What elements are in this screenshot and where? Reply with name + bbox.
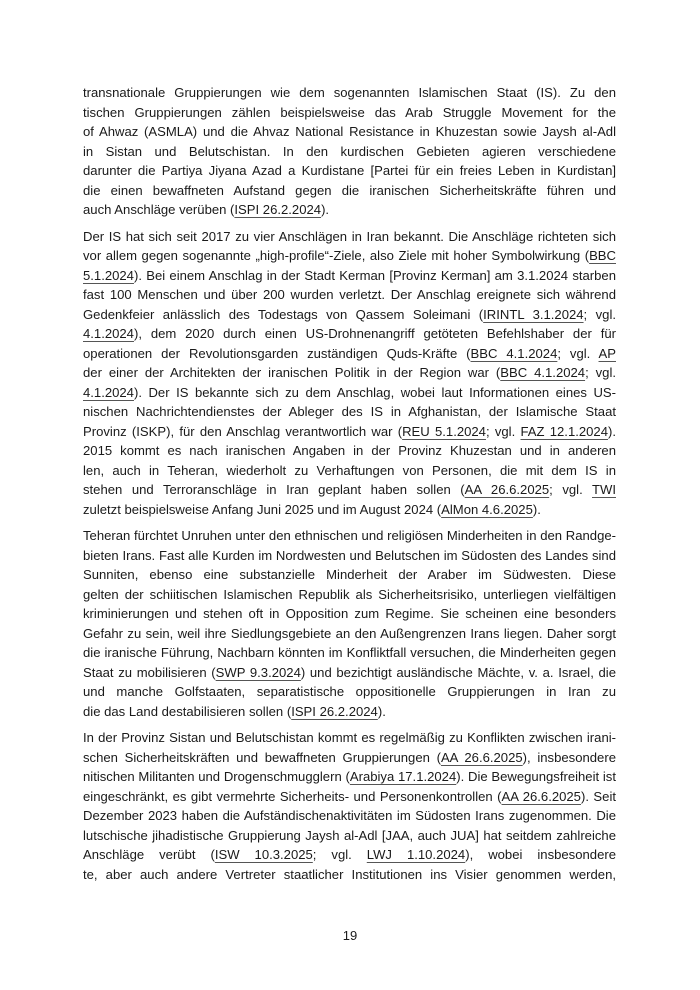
source-citation-link[interactable]: LWJ 1.10.2024 (366, 847, 466, 862)
body-text: of Ahwaz (ASMLA) und die Ahvaz National Resistance in Khuzestan sowie Jaysh al-Adl (83, 124, 616, 139)
body-text: ; vgl. (485, 423, 521, 439)
paragraph (83, 83, 616, 220)
text-line (83, 266, 616, 286)
text-line (83, 845, 616, 865)
body-text: ) und bezichtigt ausländische Mächte, v. a. Israel, die (300, 664, 616, 680)
body-text: nitischen Militanten und Drogenschmugglern ( (83, 769, 350, 784)
source-citation-link[interactable]: AA 26.6.2025 (464, 482, 550, 497)
text-line (83, 748, 616, 768)
body-text: Sunniten, ebenso eine substanzielle Minderheit der Araber im Südwesten. Diese (83, 567, 616, 582)
text-line (83, 441, 616, 461)
source-citation-link[interactable]: TWI (592, 482, 616, 497)
body-text: zuletzt beispielsweise Anfang Juni 2025 und im August 2024 ( (83, 501, 442, 517)
text-line (83, 461, 616, 481)
body-text: eingeschränkt, es gibt vermehrte Sicherheits- und Personenkontrollen ( (83, 788, 502, 804)
body-text: ). Seit (580, 788, 616, 804)
text-line (83, 142, 616, 162)
source-citation-link[interactable]: BBC 4.1.2024 (470, 345, 558, 361)
text-line (83, 103, 616, 123)
source-citation-link[interactable]: IRINTL 3.1.2024 (483, 306, 584, 322)
source-citation-link[interactable]: AA 26.6.2025 (501, 788, 581, 804)
text-line (83, 480, 616, 500)
page-number: 19 (342, 928, 358, 943)
text-line (83, 787, 616, 807)
source-citation-link[interactable]: BBC 4.1.2024 (500, 365, 586, 380)
body-text: die iranische Führung, Nachbarn könnten im Konfliktfall versuchen, die Minderheiten gegen (83, 645, 616, 660)
body-text: der einer der Architekten der iranischen Politik in der Region war ( (83, 365, 501, 380)
body-text: ), dem 2020 durch einen US-Drohnenangriff getöteten Befehlshaber der für (133, 326, 616, 341)
source-citation-link[interactable]: ISPI 26.2.2024 (234, 202, 322, 217)
text-line (83, 526, 616, 546)
body-text: Der IS hat sich seit 2017 zu vier Anschlägen in Iran bekannt. Die Anschläge richteten sich (83, 228, 616, 244)
source-citation-link[interactable]: 4.1.2024 (83, 384, 134, 400)
source-citation-link[interactable]: FAZ 12.1.2024 (520, 423, 608, 439)
body-text: lutschische jihadistische Gruppierung Jaysh al-Adl [JAA, auch JUA] hat seitdem zahlreiche (83, 827, 616, 843)
body-text: stehen und Terroranschläge in Iran geplant haben sollen ( (83, 482, 465, 497)
source-citation-link[interactable]: Arabiya 17.1.2024 (349, 769, 457, 784)
text-line (83, 305, 616, 325)
body-text: ; vgl. (312, 847, 367, 862)
body-text: auch Anschläge verüben ( (83, 202, 235, 217)
source-citation-link[interactable]: ISW 10.3.2025 (214, 847, 313, 862)
text-line (83, 806, 616, 826)
body-text: und manche Golfstaaten, separatistische oppositionelle Gruppierungen in Iran zu (83, 684, 616, 699)
text-line (83, 227, 616, 247)
body-text: ), wobei insbesondere (465, 847, 616, 862)
body-text: ). (532, 501, 541, 517)
text-line (83, 624, 616, 644)
text-line (83, 422, 616, 442)
body-text: tischen Gruppierungen zählen beispielsweise das Arab Struggle Movement for the (83, 104, 616, 120)
text-line (83, 122, 616, 142)
source-citation-link[interactable]: REU 5.1.2024 (402, 423, 486, 439)
text-line (83, 663, 616, 683)
body-text: ). (377, 703, 386, 719)
source-citation-link[interactable]: BBC (589, 248, 616, 263)
body-text: In der Provinz Sistan und Belutschistan kommt es regelmäßig zu Konflikten zwischen irani- (83, 730, 616, 745)
text-line (83, 200, 616, 220)
body-text: Anschläge verübt ( (83, 847, 215, 862)
source-citation-link[interactable]: AP (598, 345, 616, 361)
body-text: ; vgl. (557, 345, 599, 361)
text-line (83, 565, 616, 585)
text-line (83, 402, 616, 422)
text-line (83, 383, 616, 403)
body-text: ). (321, 202, 330, 217)
body-text: darunter die Partiya Jiyana Azad a Kurdistane [Partei für ein freies Leben in Kurdistan] (83, 163, 616, 178)
source-citation-link[interactable]: ISPI 26.2.2024 (291, 703, 378, 719)
paragraph (83, 728, 616, 884)
text-line (83, 285, 616, 305)
text-line (83, 643, 616, 663)
source-citation-link[interactable]: AlMon 4.6.2025 (441, 501, 533, 517)
body-text: schen Sicherheitskräften und bewaffneten Gruppierungen ( (83, 749, 441, 765)
source-citation-link[interactable]: AA 26.6.2025 (440, 749, 523, 765)
text-line (83, 682, 616, 702)
body-text: vor allem gegen sogenannte „high-profile“-Ziele, also Ziele mit hoher Symbolwirkung ( (83, 248, 590, 263)
paragraph (83, 227, 616, 520)
body-text: te, aber auch andere Vertreter staatlicher Institutionen ins Visier genommen werden, (83, 866, 616, 882)
body-text: bieten Irans. Fast alle Kurden im Nordwesten und Belutschen im Südosten des Landes sind (83, 547, 616, 563)
text-line (83, 83, 616, 103)
source-citation-link[interactable]: 5.1.2024 (83, 267, 134, 283)
body-text: ; vgl. (549, 482, 592, 497)
source-citation-link[interactable]: SWP 9.3.2024 (215, 664, 301, 680)
body-text: operationen der Revolutionsgarden zuständigen Quds-Kräfte ( (83, 345, 471, 361)
body-text: nischen Nachrichtendienstes der Ableger des IS in Afghanistan, der Islamische Staat (83, 404, 616, 419)
body-text: ). Die Bewegungsfreiheit ist (456, 769, 616, 784)
text-line (83, 585, 616, 605)
body-text: Staat zu mobilisieren ( (83, 664, 216, 680)
body-text: Gedenkfeier anlässlich des Todestags von Qassem Soleimani ( (83, 306, 484, 322)
body-text: ), insbesondere (522, 749, 616, 765)
body-text: Teheran fürchtet Unruhen unter den ethnischen und religiösen Minderheiten in den Randge- (83, 528, 616, 543)
text-line (83, 344, 616, 364)
body-text: Gefahr zu sein, weil ihre Siedlungsgebiete an den Außengrenzen Irans liegen. Daher sorgt (83, 625, 616, 641)
source-citation-link[interactable]: 4.1.2024 (83, 326, 134, 341)
body-text: ). Bei einem Anschlag in der Stadt Kerman [Provinz Kerman] am 3.1.2024 starben (133, 267, 616, 283)
text-line (83, 161, 616, 181)
text-line (83, 826, 616, 846)
paragraph (83, 526, 616, 721)
body-text: len, auch in Teheran, wiederholt zu Verhaftungen von Personen, die mit dem IS in (83, 462, 616, 478)
body-text: Provinz (ISKP), für den Anschlag verantwortlich war ( (83, 423, 403, 439)
text-line (83, 865, 616, 885)
body-text: Dezember 2023 haben die Aufständischenaktivitäten im Südosten Irans zugenommen. Die (83, 808, 616, 823)
text-line (83, 500, 616, 520)
text-line (83, 324, 616, 344)
body-text: ; vgl. (583, 306, 616, 322)
body-text: gelten der schiitischen Islamischen Republik als Sicherheitsrisiko, unterliegen vielfältigen (83, 586, 616, 602)
body-text: ). Der IS bekannte sich zu dem Anschlag, wobei laut Informationen eines US- (133, 384, 616, 400)
text-line (83, 604, 616, 624)
document-body (83, 83, 616, 891)
text-line (83, 702, 616, 722)
body-text: die einen bewaffneten Aufstand gegen die iranischen Sicherheitskräfte führen und (83, 182, 616, 198)
body-text: 2015 kommt es nach iranischen Angaben in der Provinz Khuzestan und in anderen (83, 443, 616, 458)
text-line (83, 728, 616, 748)
text-line (83, 546, 616, 566)
text-line (83, 363, 616, 383)
text-line (83, 767, 616, 787)
body-text: kriminierungen und stehen oft in Opposition zum Regime. Sie scheinen eine besonders (83, 606, 616, 621)
body-text: in Sistan und Belutschistan. In den kurdischen Gebieten agieren verschiedene (83, 143, 616, 159)
text-line (83, 181, 616, 201)
text-line (83, 246, 616, 266)
body-text: transnationale Gruppierungen wie dem sogenannten Islamischen Staat (IS). Zu den (83, 85, 616, 100)
body-text: ; vgl. (585, 365, 616, 380)
body-text: fast 100 Menschen und über 200 wurden verletzt. Der Anschlag ereignete sich während (83, 287, 616, 302)
body-text: die das Land destabilisieren sollen ( (83, 703, 292, 719)
body-text: ). (608, 423, 616, 439)
